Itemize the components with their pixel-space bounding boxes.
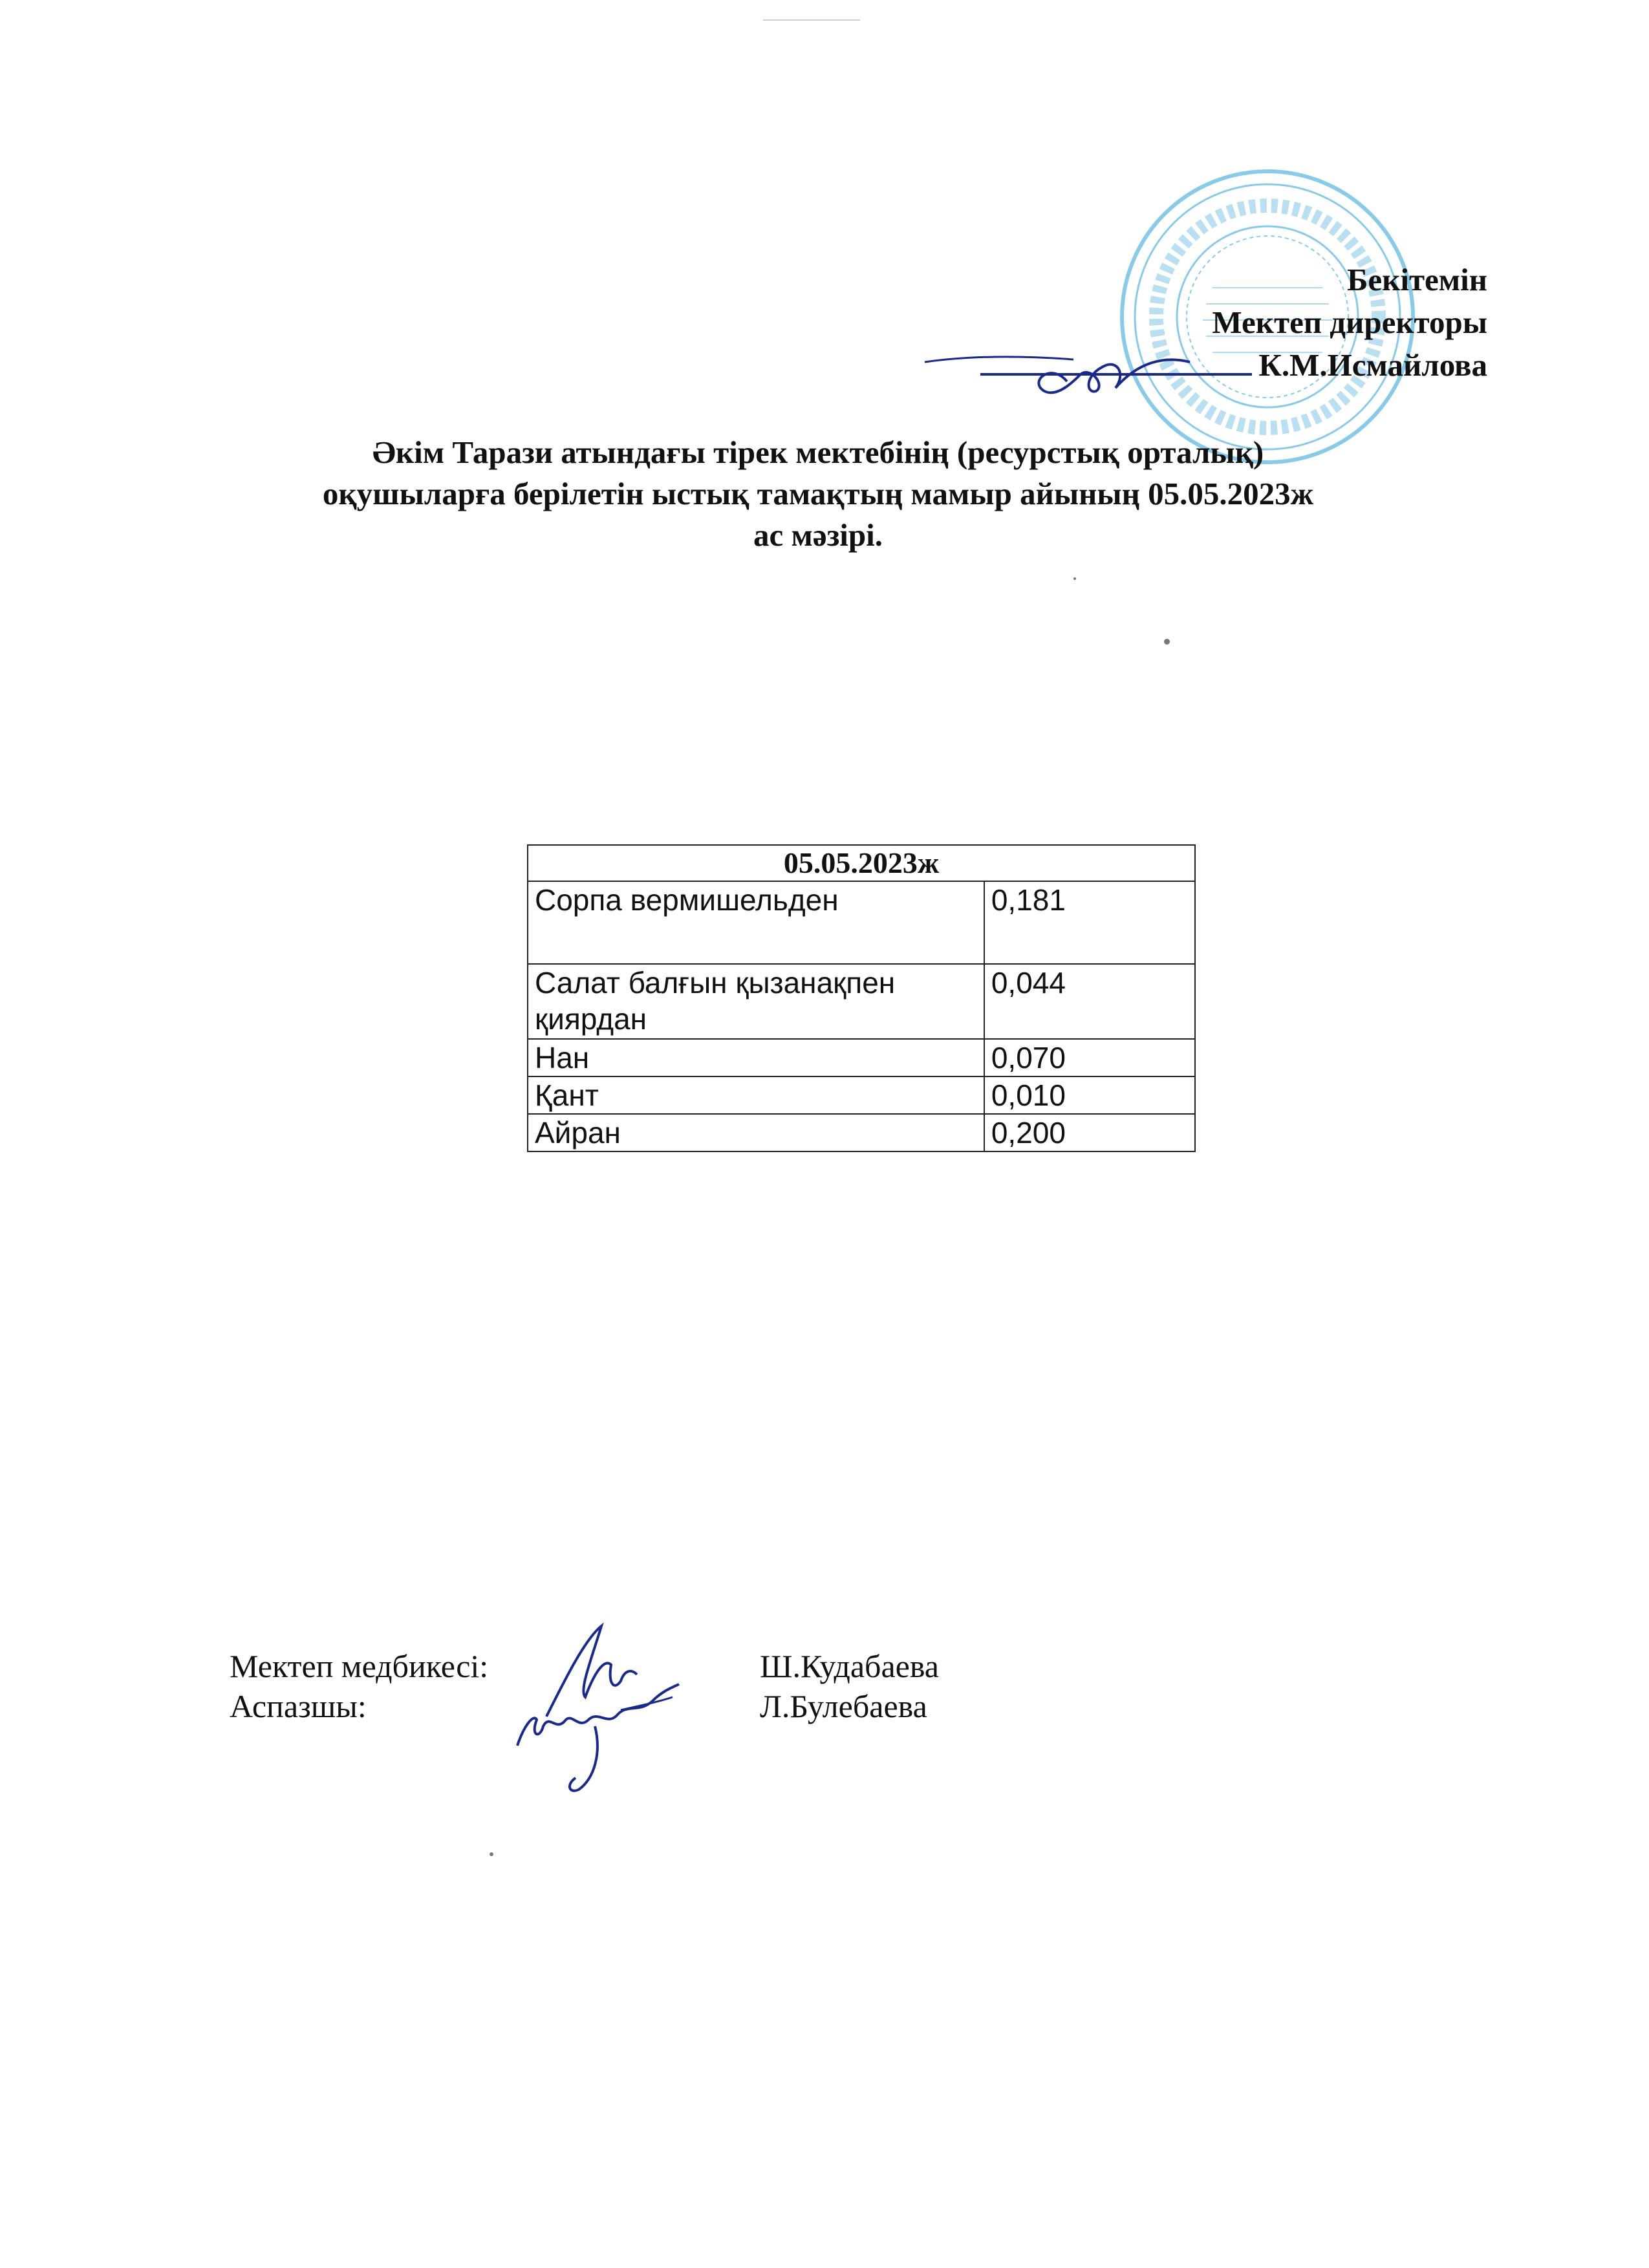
table-row xyxy=(528,1076,1195,1114)
table-row xyxy=(528,1114,1195,1151)
dish-quantity: 0,010 xyxy=(984,1076,1195,1114)
document-title xyxy=(194,432,1442,556)
dish-name: Сорпа вермишельден xyxy=(528,881,984,964)
cook-name: Л.Булебаева xyxy=(760,1688,927,1724)
table-date-header: 05.05.2023ж xyxy=(528,845,1195,881)
table-row xyxy=(528,881,1195,964)
approval-position: Мектеп директоры xyxy=(1212,305,1487,340)
title-line-3: ас мәзірі. xyxy=(753,517,883,553)
scan-speck xyxy=(490,1852,493,1856)
scan-artifact-line xyxy=(763,19,860,21)
cook-signature xyxy=(504,1674,685,1797)
table-row xyxy=(528,964,1195,1039)
dish-quantity: 0,181 xyxy=(984,881,1195,964)
nurse-role: Мектеп медбикесі: xyxy=(230,1648,489,1684)
dish-quantity: 0,070 xyxy=(984,1039,1195,1076)
dish-name: Айран xyxy=(528,1114,984,1151)
approval-heading: Бекітемін xyxy=(1346,262,1487,297)
scan-speck xyxy=(1164,639,1170,645)
table-row xyxy=(528,1039,1195,1076)
nurse-name: Ш.Кудабаева xyxy=(760,1648,939,1684)
dish-quantity: 0,044 xyxy=(984,964,1195,1039)
title-line-1: Әкім Тарази атындағы тірек мектебінің (ресурстық орталық) xyxy=(372,434,1264,470)
table-header-row xyxy=(528,845,1195,881)
dish-name: Нан xyxy=(528,1039,984,1076)
director-name: К.М.Исмайлова xyxy=(1258,347,1487,383)
director-signature xyxy=(912,336,1196,407)
menu-table xyxy=(527,844,1196,1152)
dish-name: Қант xyxy=(528,1076,984,1114)
dish-name: Салат балғын қызанақпен қиярдан xyxy=(528,964,984,1039)
title-line-2: оқушыларға берілетін ыстық тамақтың мамыр айының 05.05.2023ж xyxy=(322,476,1314,511)
dish-quantity: 0,200 xyxy=(984,1114,1195,1151)
scan-speck xyxy=(1073,577,1076,580)
cook-role: Аспазшы: xyxy=(230,1688,367,1724)
